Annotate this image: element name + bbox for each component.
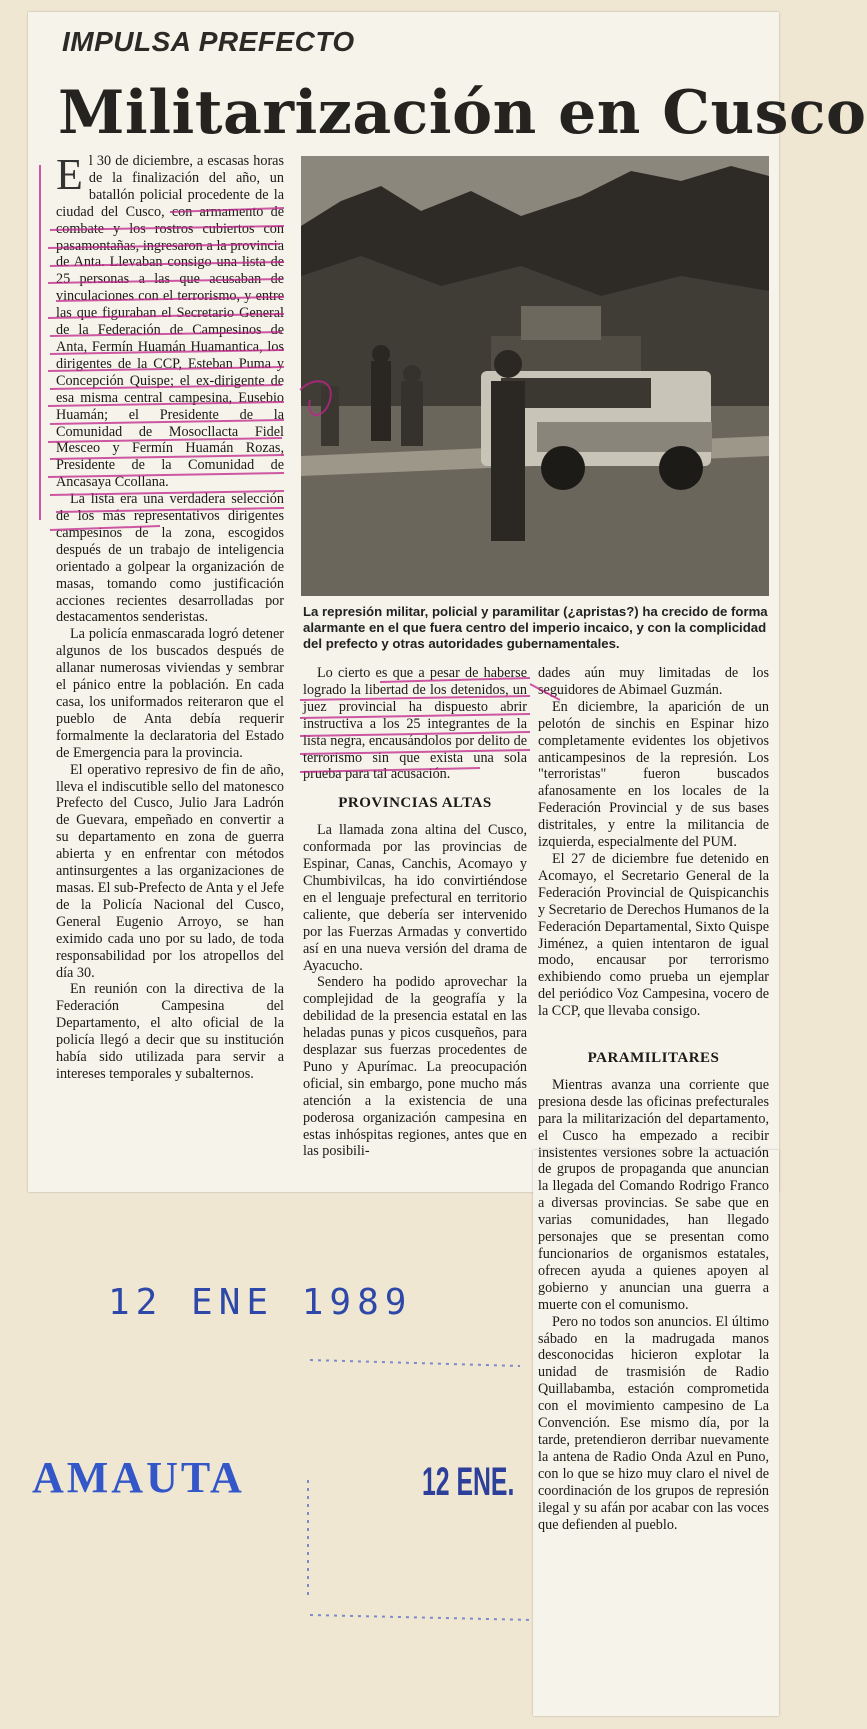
source-stamp: AMAUTA [32,1453,245,1502]
paragraph: La lista era una verdadera selección de los más representativos dirigentes campesinos de la zona, escogidos después de un trabajo de inteligencia orientado a golpear la organización de masas, tomando como justificación acciones recientes desarrolladas por destacamentos senderistas. [56,491,284,626]
handwritten-date: 12 ENE 1989 [108,1282,413,1323]
section-heading: PROVINCIAS ALTAS [338,795,492,812]
column-3 [538,665,769,1533]
paragraph: Pero no todos son anuncios. El último sábado en la madrugada manos desconocidas hicieron explotar la unidad de trasmisión de Radio Quillabamba, estación comprometida con el movimiento campesino de La Convención. Ese mismo día, por la tarde, pretendieron derribar nuevamente la antena de Radio Onda Azul en Puno, con lo que se hizo muy claro el nivel de coordinación de los grupos de represión ilegal y su afán por acabar con las voces que defienden al pueblo. [538,1313,769,1533]
paragraph: Sendero ha podido aprovechar la complejidad de la geografía y la debilidad de la presencia estatal en las heladas punas y picos cusqueños, para desplazar sus fuerzas procedentes de Puno y Apurímac. La preocupación oficial, sin embargo, pone mucho más atención a la existencia de una poderosa organización campesina en estas inhóspitas regiones, antes que en las posibili- [303,974,527,1160]
paragraph: En diciembre, la aparición de un pelotón de sinchis en Espinar hizo completamente evidentes los objetivos anticampesinos de la represión. Los "terroristas" fueron buscados afanosamente en los locales de la Federación Provincial y de sus bases distritales, y entre la militancia de izquierda, especialmente del PUM. [538,698,769,851]
news-photo [301,156,769,596]
paragraph: La llamada zona altina del Cusco, conformada por las provincias de Espinar, Canas, Canchis, Acomayo y Chumbivilcas, ha ido convirtiéndose en el lenguaje prefectural en territorio caliente, que debería ser intervenido por las Fuerzas Armadas y convertido así en una nueva versión del drama de Ayacucho. [303,822,527,974]
column-1 [56,150,284,1083]
paragraph: La policía enmascarada logró detener algunos de los buscados después de allanar numerosas viviendas y sembrar el pánico entre la población. En cada casa, los uniformados reiteraron que el pueblo de Anta debía requerir formalmente la declaratoria del Estado de Emergencia para la provincia. [56,626,284,761]
headline: Militarización en Cusco [58,78,867,148]
paragraph: En reunión con la directiva de la Federación Campesina del Departamento, el alto oficial de la policía llegó a decir que su institución había sido utilizada para servir a intereses temporales y subalternos. [56,981,284,1082]
date-stamp: 12 ENE. [422,1460,515,1504]
dropcap: E [56,150,83,199]
paragraph: Mientras avanza una corriente que presiona desde las oficinas prefecturales para la militarización del departamento, el Cusco ha empezado a recibir insistentes versiones sobre la actuación de grupos de propaganda que anuncian la llegada del Comando Rodrigo Franco a diversas provincias. Se sabe que en varias comunidades, han llegado personajes que se presentan como funcionarios de organismos estatales, ofrecen ayuda a quienes apoyen al gobierno y anuncian una guerra a muerte con el comunismo. [538,1076,769,1313]
paragraph: Lo cierto es que a pesar de haberse logrado la libertad de los detenidos, un juez provincial ha dispuesto abrir instructiva a los 25 integrantes de la lista negra, encausándolos por delito de terrorismo sin que exista una sola prueba para tal acusación. [303,665,527,783]
column-2 [303,665,527,1160]
paragraph: El operativo represivo de fin de año, lleva el indiscutible sello del matonesco Prefecto del Cusco, Julio Jara Ladrón de Guevara, empeñado en convertir a su departamento en zona de guerra abierta y en enfrentar con métodos antinsurgentes a las organizaciones de masas. El sub-Prefecto de Anta y el Jefe de la Policía Nacional del Cusco, General Eugenio Arroyo, se han eximido cada uno por su lado, de toda responsabilidad por los atropellos del día 30. [56,761,284,981]
photo-scene [301,156,769,596]
paragraph: El 27 de diciembre fue detenido en Acomayo, el Secretario General de la Federación Provincial de Quispicanchis y Secretario de Derechos Humanos de la Federación Departamental, Sixto Quispe Jiménez, a quien intentaron de igual modo, encausar por terrorismo exhibiendo como prueba un ejemplar del periódico Voz Campesina, vocero de la CCP, que llevaba consigo. [538,850,769,1020]
section-heading: PARAMILITARES [587,1050,720,1067]
paragraph: dades aún muy limitadas de los seguidores de Abimael Guzmán. [538,665,769,698]
paragraph: l 30 de diciembre, a escasas horas de la finalización del año, un batallón policial procedente de la ciudad del Cusco, con armamento de combate y los rostros cubiertos con pasamontañas, ingresaron a la provincia de Anta. Llevaban consigo una lista de 25 personas a las que acusaban de vinculaciones con el terrorismo, y entre las que figuraban el Secretario General de la Federación de Campesinos de Anta, Fermín Huamán Huamantica, los dirigentes de la CCP, Esteban Puma y Concepción Quispe; el ex-dirigente de esa misma central campesina, Eusebio Huamán; el Presidente de la Comunidad de Mosocllacta Fidel Mesceo y Fermín Huamán Rozas, Presidente de la Comunidad de Ancasaya Ccollana. [56,153,284,491]
photo-caption: La represión militar, policial y paramilitar (¿apristas?) ha crecido de forma alarmante en el que fuera centro del imperio incaico, y con la complicidad del prefecto y otras autoridades gubernamentales. [303,604,768,651]
kicker: IMPULSA PREFECTO [62,26,355,57]
